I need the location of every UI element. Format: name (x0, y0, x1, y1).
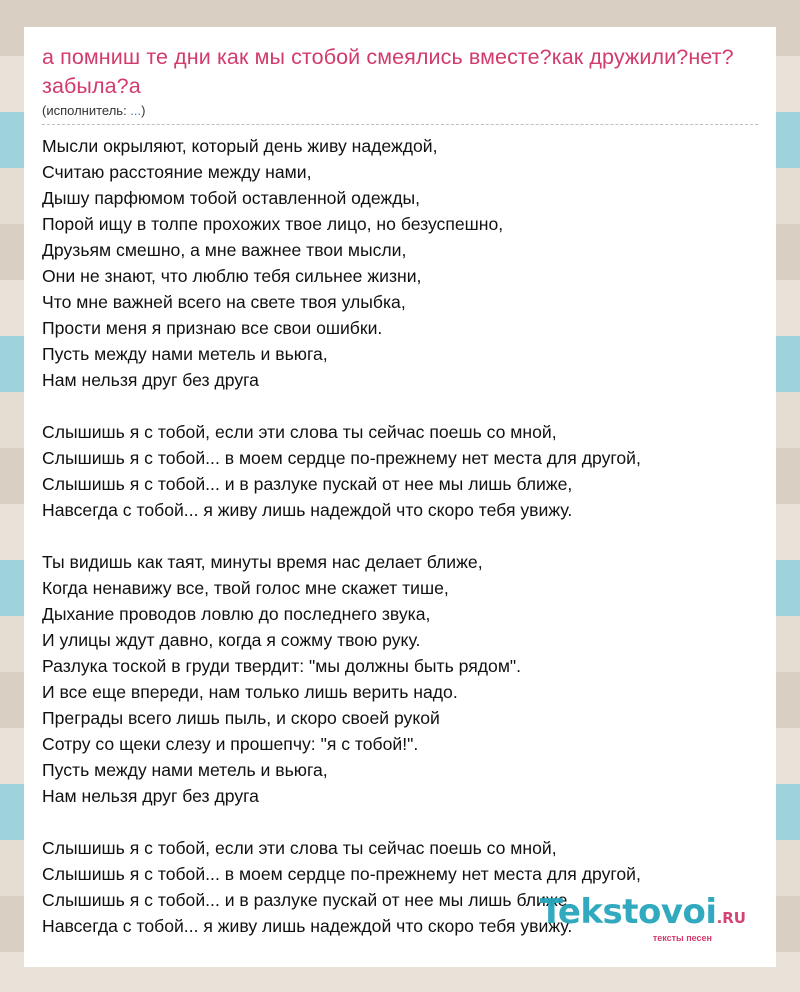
lyric-line: И все еще впереди, нам только лишь верить надо. (42, 682, 458, 702)
lyric-line: Нам нельзя друг без друга (42, 370, 259, 390)
lyric-line: И улицы ждут давно, когда я сожму твою руку. (42, 630, 421, 650)
lyric-line: Слышишь я с тобой... и в разлуке пускай от нее мы лишь ближе, (42, 890, 573, 910)
stanza-verse-2 (42, 549, 758, 809)
artist-suffix: ) (141, 103, 146, 118)
lyric-line: Друзьям смешно, а мне важнее твои мысли, (42, 240, 407, 260)
lyric-line: Слышишь я с тобой... в моем сердце по-прежнему нет места для другой, (42, 864, 641, 884)
lyric-line: Навсегда с тобой... я живу лишь надеждой что скоро тебя увижу. (42, 916, 573, 936)
watermark-tld: .RU (716, 909, 746, 927)
artist-line (42, 103, 758, 125)
lyric-line: Слышишь я с тобой, если эти слова ты сейчас поешь со мной, (42, 422, 557, 442)
lyric-line: Навсегда с тобой... я живу лишь надеждой что скоро тебя увижу. (42, 500, 573, 520)
lyric-line: Что мне важней всего на свете твоя улыбка, (42, 292, 406, 312)
watermark-logo (539, 892, 746, 935)
lyrics-card (24, 27, 776, 967)
watermark-brand: Tekstovoi (539, 892, 717, 932)
lyric-line: Дыхание проводов ловлю до последнего звука, (42, 604, 431, 624)
song-title: а помниш те дни как мы стобой смеялись вместе?как дружили?нет?забыла?а (42, 45, 734, 98)
stanza-verse-1 (42, 133, 758, 393)
lyric-line: Они не знают, что люблю тебя сильнее жизни, (42, 266, 422, 286)
lyrics-body (42, 133, 758, 939)
lyric-line: Пусть между нами метель и вьюга, (42, 344, 328, 364)
lyric-line: Порой ищу в толпе прохожих твое лицо, но безуспешно, (42, 214, 504, 234)
lyric-line: Слышишь я с тобой, если эти слова ты сейчас поешь со мной, (42, 838, 557, 858)
lyric-line: Мысли окрыляют, который день живу надеждой, (42, 136, 438, 156)
lyric-line: Сотру со щеки слезу и прошепчу: "я с тобой!". (42, 734, 419, 754)
stanza-chorus-1 (42, 419, 758, 523)
lyric-line: Пусть между нами метель и вьюга, (42, 760, 328, 780)
lyric-line: Разлука тоской в груди твердит: "мы должны быть рядом". (42, 656, 522, 676)
lyric-line: Считаю расстояние между нами, (42, 162, 312, 182)
lyric-line: Преграды всего лишь пыль, и скоро своей рукой (42, 708, 440, 728)
lyric-line: Нам нельзя друг без друга (42, 786, 259, 806)
lyric-line: Слышишь я с тобой... в моем сердце по-прежнему нет места для другой, (42, 448, 641, 468)
artist-link[interactable]: ... (130, 103, 142, 118)
lyric-line: Дышу парфюмом тобой оставленной одежды, (42, 188, 420, 208)
lyric-line: Слышишь я с тобой... и в разлуке пускай от нее мы лишь ближе, (42, 474, 573, 494)
lyric-line: Ты видишь как таят, минуты время нас делает ближе, (42, 552, 483, 572)
watermark-subtitle: тексты песен (652, 933, 712, 943)
artist-prefix: (исполнитель: (42, 103, 131, 118)
lyric-line: Прости меня я признаю все свои ошибки. (42, 318, 383, 338)
site-watermark (539, 892, 746, 943)
lyric-line: Когда ненавижу все, твой голос мне скажет тише, (42, 578, 449, 598)
